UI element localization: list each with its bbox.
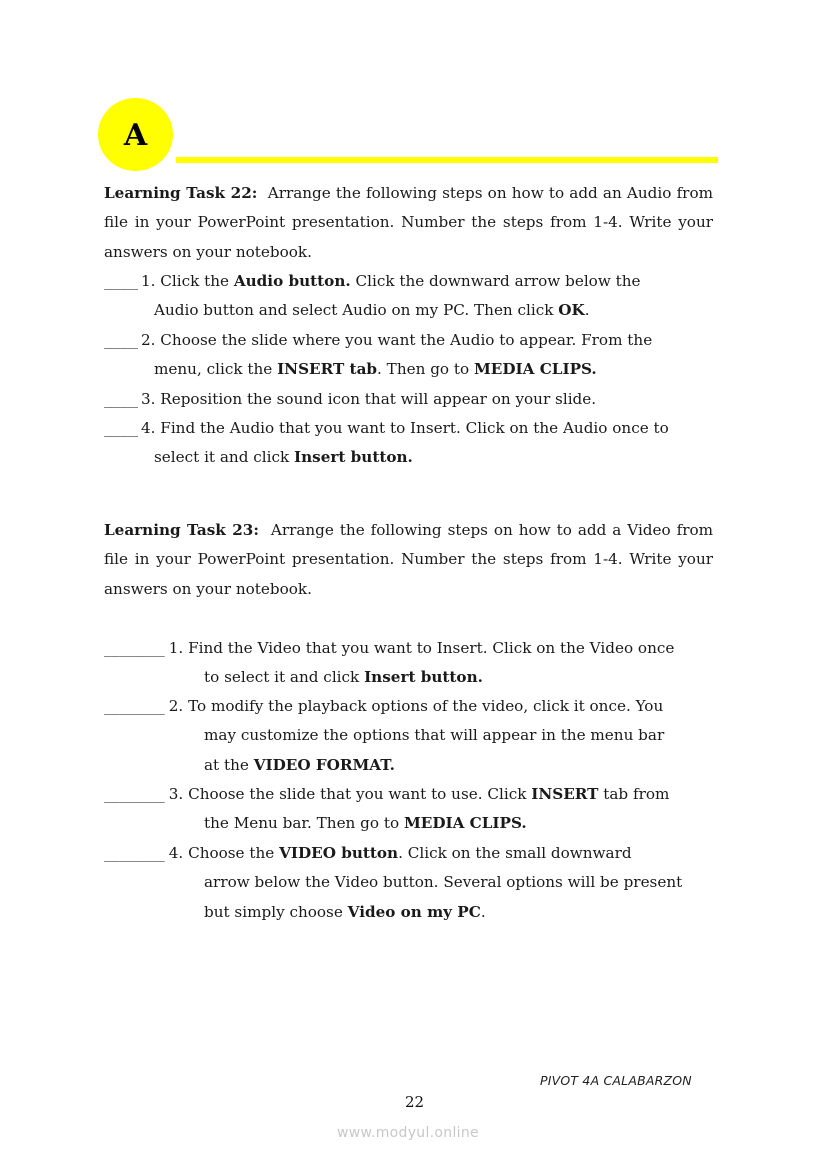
task23-item-3-line-1	[104, 780, 719, 809]
line-text	[141, 419, 669, 437]
task22-item	[104, 326, 719, 385]
text-run: 4. Choose the	[168, 844, 280, 862]
text-run: .	[584, 301, 590, 320]
task23-item-2-line-1	[104, 692, 719, 721]
task22-item-4-line-2	[104, 443, 719, 472]
answer-blank[interactable]: ________	[104, 844, 165, 862]
task22-item	[104, 385, 719, 414]
line-text	[169, 785, 670, 803]
text-run: 3. Reposition the sound icon that will appear on your slide.	[140, 390, 597, 408]
task22-item-4-line-1	[104, 414, 719, 443]
bold-term: Insert button.	[364, 668, 483, 687]
text-run: 1. Click the	[140, 272, 234, 290]
section-underline	[176, 157, 718, 163]
task23-item-1-line-2	[104, 663, 719, 692]
answer-blank[interactable]: ________	[104, 639, 165, 657]
text-run: select it and click	[154, 448, 294, 467]
text-run: to select it and click	[204, 668, 365, 687]
task23-item-4-line-2	[104, 868, 719, 897]
answer-blank[interactable]: ________	[104, 697, 165, 715]
bold-term: INSERT tab	[277, 360, 378, 379]
task22-item-2-line-1	[104, 326, 719, 355]
bold-term: MEDIA CLIPS.	[403, 814, 527, 833]
text-run: 4. Find the Audio that you want to Insert. Click on the Audio once to	[140, 419, 669, 437]
line-text	[141, 331, 652, 349]
text-run: may customize the options that will appear in the menu bar	[204, 726, 665, 745]
task23-item	[104, 839, 719, 927]
text-run: at the	[204, 755, 254, 774]
task22-item	[104, 414, 719, 473]
bold-term: Video on my PC	[347, 902, 481, 921]
text-run: 2. To modify the playback options of the video, click it once. You	[168, 697, 664, 715]
task23-item	[104, 692, 719, 780]
text-run: the Menu bar. Then go to	[204, 814, 404, 833]
answer-blank[interactable]: _____	[104, 419, 137, 437]
task22-item-2-line-2	[104, 355, 719, 384]
task23-item-3-line-2	[104, 809, 719, 838]
text-run: 2. Choose the slide where you want the Audio to appear. From the	[140, 331, 653, 349]
task22-item	[104, 267, 719, 326]
text-run: Click the downward arrow below the	[350, 272, 641, 290]
task23-item-4-line-1	[104, 839, 719, 868]
answer-blank[interactable]: _____	[104, 272, 137, 290]
bold-term: Insert button.	[294, 448, 413, 467]
watermark[interactable]: www.modyul.online	[337, 1125, 479, 1141]
bold-term: VIDEO FORMAT.	[253, 755, 395, 774]
task22-item-1-line-1	[104, 267, 719, 296]
task22-item-1-line-2	[104, 296, 719, 325]
line-text	[169, 639, 675, 657]
task23-item-1-line-1	[104, 634, 719, 663]
task23-item-2-line-3	[104, 751, 719, 780]
text-run: .	[480, 902, 486, 921]
task22-instruction-text: Arrange the following steps on how to add an Audio from file in your PowerPoint presentation. Number the steps from 1-4. Write your answers on your notebook.	[104, 184, 713, 261]
task23-instruction	[104, 516, 713, 604]
text-run: Audio button and select Audio on my PC. Then click	[154, 301, 559, 320]
task22-title: Learning Task 22:	[104, 184, 258, 202]
task23-item	[104, 634, 719, 693]
task22-item-3-line-1	[104, 385, 719, 414]
answer-blank[interactable]: ________	[104, 785, 165, 803]
text-run: 3. Choose the slide that you want to use. Click	[168, 785, 532, 803]
text-run: tab from	[598, 785, 670, 803]
text-run: . Then go to	[377, 360, 474, 379]
section-badge	[98, 98, 173, 171]
task22-instruction	[104, 179, 713, 267]
task23-instruction-text: Arrange the following steps on how to add a Video from file in your PowerPoint presentation. Number the steps from 1-4. Write your answers on your notebook.	[104, 521, 714, 598]
line-text	[141, 272, 641, 290]
bold-term: OK	[558, 301, 585, 320]
line-text	[141, 390, 596, 408]
line-text	[169, 844, 632, 862]
section-letter: A	[123, 118, 148, 153]
bold-term: Audio button.	[233, 272, 351, 290]
answer-blank[interactable]: _____	[104, 390, 137, 408]
text-run: 1. Find the Video that you want to Insert. Click on the Video once	[168, 639, 675, 657]
text-run: arrow below the Video button. Several options will be present	[204, 873, 683, 892]
text-run: . Click on the small downward	[398, 844, 632, 862]
footer-brand: PIVOT 4A CALABARZON	[540, 1073, 692, 1088]
task23-item-4-line-3	[104, 898, 719, 927]
answer-blank[interactable]: _____	[104, 331, 137, 349]
task23-item-2-line-2	[104, 721, 719, 750]
bold-term: INSERT	[531, 785, 599, 803]
bold-term: VIDEO button	[279, 844, 399, 862]
text-run: menu, click the	[154, 360, 278, 379]
line-text	[169, 697, 663, 715]
bold-term: MEDIA CLIPS.	[473, 360, 597, 379]
task23-item	[104, 780, 719, 839]
text-run: but simply choose	[204, 902, 348, 921]
page-number: 22	[405, 1093, 425, 1111]
task23-title: Learning Task 23:	[104, 521, 259, 539]
